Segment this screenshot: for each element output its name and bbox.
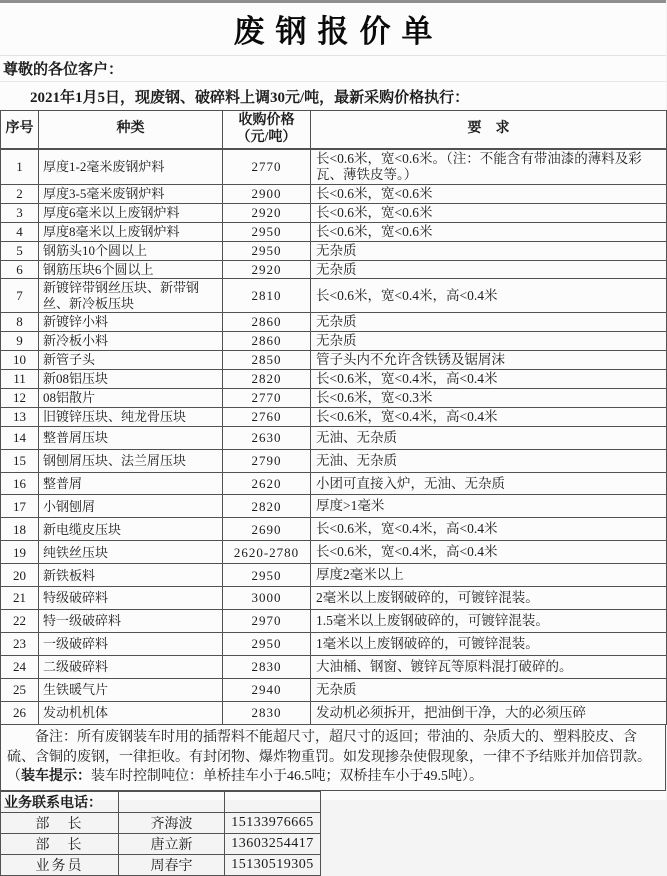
table-row (1, 610, 667, 633)
contact-role: 业务员 (1, 855, 119, 876)
cell-price: 2770 (223, 388, 311, 407)
contact-table-label: 业务联系电话： (1, 792, 119, 813)
col-header-price (223, 111, 311, 150)
table-header-row (1, 111, 667, 150)
cell-requirement: 长<0.6米，宽<0.4米，高<0.4米 (311, 541, 667, 564)
table-row (1, 518, 667, 541)
cell-requirement: 2毫米以上废钢破碎的，可镀锌混装。 (311, 587, 667, 610)
cell-price: 2820 (223, 369, 311, 388)
cell-requirement: 长<0.6米，宽<0.3米 (311, 388, 667, 407)
cell-requirement: 小团可直接入炉，无油、无杂质 (311, 472, 667, 495)
cell-price: 2940 (223, 678, 311, 701)
cell-type: 新镀锌带钢丝压块、新带钢丝、新冷板压块 (39, 279, 223, 313)
cell-requirement: 管子头内不允许含铁锈及锯屑沫 (311, 350, 667, 369)
cell-no: 6 (1, 260, 39, 279)
cell-price: 2790 (223, 449, 311, 472)
cell-requirement: 1毫米以上废钢破碎的，可镀锌混装。 (311, 632, 667, 655)
col-header-requirement: 要 求 (311, 111, 667, 150)
cell-no: 10 (1, 350, 39, 369)
cell-requirement: 无杂质 (311, 313, 667, 332)
announcement-line: 2021年1月5日，现废钢、破碎料上调30元/吨，最新采购价格执行： (30, 90, 470, 106)
remarks-block (0, 725, 666, 792)
cell-price: 2970 (223, 610, 311, 633)
cell-type: 新管子头 (39, 350, 223, 369)
table-row (1, 426, 667, 449)
cell-requirement: 长<0.6米，宽<0.6米 (311, 222, 667, 241)
cell-no: 21 (1, 587, 39, 610)
cell-no: 2 (1, 184, 39, 203)
cell-no: 9 (1, 332, 39, 351)
cell-no: 24 (1, 655, 39, 678)
cell-no: 4 (1, 222, 39, 241)
contact-row (1, 855, 321, 876)
table-row (1, 701, 667, 724)
table-row (1, 407, 667, 426)
cell-no: 19 (1, 541, 39, 564)
cell-type: 小钢刨屑 (39, 495, 223, 518)
cell-type: 旧镀锌压块、纯龙骨压块 (39, 407, 223, 426)
cell-requirement: 无杂质 (311, 678, 667, 701)
cell-no: 13 (1, 407, 39, 426)
cell-price: 2690 (223, 518, 311, 541)
cell-no: 18 (1, 518, 39, 541)
cell-requirement: 长<0.6米，宽<0.6米 (311, 203, 667, 222)
table-row (1, 222, 667, 241)
cell-requirement: 1.5毫米以上废钢破碎的，可镀锌混装。 (311, 610, 667, 633)
cell-price: 2630 (223, 426, 311, 449)
cell-price: 2770 (223, 149, 311, 184)
cell-type: 新铁板料 (39, 564, 223, 587)
cell-type: 新冷板小料 (39, 332, 223, 351)
cell-type: 整普屑压块 (39, 426, 223, 449)
cell-requirement: 厚度>1毫米 (311, 495, 667, 518)
table-row (1, 495, 667, 518)
cell-requirement: 长<0.6米，宽<0.4米，高<0.4米 (311, 518, 667, 541)
cell-no: 7 (1, 279, 39, 313)
table-row (1, 678, 667, 701)
table-row (1, 332, 667, 351)
cell-no: 22 (1, 610, 39, 633)
cell-type: 生铁暖气片 (39, 678, 223, 701)
cell-no: 12 (1, 388, 39, 407)
col-header-price-line1: 收购价格 (238, 113, 295, 128)
cell-no: 25 (1, 678, 39, 701)
cell-price: 2950 (223, 632, 311, 655)
table-row (1, 449, 667, 472)
cell-type: 厚度1-2毫米废钢炉料 (39, 149, 223, 184)
cell-price: 2920 (223, 203, 311, 222)
cell-no: 11 (1, 369, 39, 388)
cell-no: 16 (1, 472, 39, 495)
cell-price: 2810 (223, 279, 311, 313)
cell-price: 2830 (223, 701, 311, 724)
cell-price: 2900 (223, 184, 311, 203)
col-header-price-line2: （元/吨） (236, 129, 297, 145)
cell-price: 2950 (223, 564, 311, 587)
table-row (1, 279, 667, 313)
cell-requirement: 长<0.6米，宽<0.4米，高<0.4米 (311, 279, 667, 313)
table-row (1, 472, 667, 495)
cell-price: 3000 (223, 587, 311, 610)
table-row (1, 632, 667, 655)
cell-no: 20 (1, 564, 39, 587)
remarks-loading-tip-text: 装车时控制吨位：单桥挂车小于46.5吨；双桥挂车小于49.5吨）。 (91, 769, 483, 785)
col-header-type: 种类 (39, 111, 223, 150)
cell-type: 二级破碎料 (39, 655, 223, 678)
cell-requirement: 长<0.6米，宽<0.4米，高<0.4米 (311, 369, 667, 388)
contact-row (1, 834, 321, 855)
contact-name: 唐立新 (119, 834, 225, 855)
table-row (1, 350, 667, 369)
cell-type: 新08铝压块 (39, 369, 223, 388)
remarks-text: 备注：所有废钢装车时用的插帮料不能超尺寸，超尺寸的返回；带油的、杂质大的、塑料胶皮、含硫、含铜的废钢，一律拒收。有封闭物、爆炸物重罚。如发现掺杂使假现象，一律不予结账并加倍罚款。（ (7, 729, 651, 785)
greeting-line: 尊敬的各位客户： (0, 56, 666, 82)
cell-no: 26 (1, 701, 39, 724)
table-row (1, 241, 667, 260)
cell-price: 2850 (223, 350, 311, 369)
cell-type: 整普屑 (39, 472, 223, 495)
table-row (1, 260, 667, 279)
contact-phone: 13603254417 (225, 834, 321, 855)
cell-price: 2950 (223, 241, 311, 260)
cell-requirement: 长<0.6米，宽<0.6米。（注：不能含有带油漆的薄料及彩瓦、薄铁皮等。） (311, 149, 667, 184)
cell-price: 2760 (223, 407, 311, 426)
cell-price: 2860 (223, 313, 311, 332)
contact-name: 周春宇 (119, 855, 225, 876)
cell-no: 1 (1, 149, 39, 184)
cell-requirement: 长<0.6米，宽<0.6米 (311, 184, 667, 203)
contact-phone: 15130519305 (225, 855, 321, 876)
cell-price: 2820 (223, 495, 311, 518)
cell-price: 2620 (223, 472, 311, 495)
cell-requirement: 厚度2毫米以上 (311, 564, 667, 587)
cell-no: 5 (1, 241, 39, 260)
cell-price: 2620-2780 (223, 541, 311, 564)
cell-type: 特级破碎料 (39, 587, 223, 610)
cell-price: 2950 (223, 222, 311, 241)
table-row (1, 541, 667, 564)
cell-requirement: 无油、无杂质 (311, 426, 667, 449)
cell-type: 厚度3-5毫米废钢炉料 (39, 184, 223, 203)
contact-role: 部 长 (1, 834, 119, 855)
cell-requirement: 发动机必须拆开，把油倒干净，大的必须压碎 (311, 701, 667, 724)
contact-name: 齐海波 (119, 813, 225, 834)
empty-cell (225, 792, 321, 813)
price-table (0, 110, 667, 725)
cell-price: 2920 (223, 260, 311, 279)
cell-requirement: 无杂质 (311, 332, 667, 351)
table-row (1, 388, 667, 407)
cell-requirement: 无油、无杂质 (311, 449, 667, 472)
cell-type: 钢筋头10个圆以上 (39, 241, 223, 260)
cell-no: 3 (1, 203, 39, 222)
cell-type: 一级破碎料 (39, 632, 223, 655)
cell-price: 2830 (223, 655, 311, 678)
cell-type: 新电缆皮压块 (39, 518, 223, 541)
contact-header-row (1, 792, 321, 813)
cell-type: 特一级破碎料 (39, 610, 223, 633)
table-row (1, 369, 667, 388)
cell-requirement: 大油桶、钢窗、镀锌瓦等原料混打破碎的。 (311, 655, 667, 678)
cell-type: 厚度6毫米以上废钢炉料 (39, 203, 223, 222)
cell-type: 新镀锌小料 (39, 313, 223, 332)
empty-cell (119, 792, 225, 813)
cell-type: 厚度8毫米以上废钢炉料 (39, 222, 223, 241)
cell-no: 14 (1, 426, 39, 449)
col-header-no: 序号 (1, 111, 39, 150)
contact-role: 部 长 (1, 813, 119, 834)
contact-phone: 15133976665 (225, 813, 321, 834)
cell-type: 纯铁丝压块 (39, 541, 223, 564)
cell-requirement: 长<0.6米，宽<0.4米，高<0.4米 (311, 407, 667, 426)
table-row (1, 564, 667, 587)
remarks-loading-tip-label: 装车提示： (21, 769, 91, 785)
cell-type: 钢刨屑压块、法兰屑压块 (39, 449, 223, 472)
cell-type: 发动机机体 (39, 701, 223, 724)
cell-no: 23 (1, 632, 39, 655)
table-row (1, 149, 667, 184)
cell-no: 15 (1, 449, 39, 472)
table-row (1, 587, 667, 610)
cell-no: 17 (1, 495, 39, 518)
cell-type: 钢筋压块6个圆以上 (39, 260, 223, 279)
table-row (1, 313, 667, 332)
cell-requirement: 无杂质 (311, 241, 667, 260)
page-title: 废钢报价单 (0, 3, 666, 56)
table-row (1, 184, 667, 203)
contact-table (0, 791, 321, 876)
contact-row (1, 813, 321, 834)
cell-price: 2860 (223, 332, 311, 351)
cell-type: 08铝散片 (39, 388, 223, 407)
table-row (1, 203, 667, 222)
table-row (1, 655, 667, 678)
cell-requirement: 无杂质 (311, 260, 667, 279)
cell-no: 8 (1, 313, 39, 332)
